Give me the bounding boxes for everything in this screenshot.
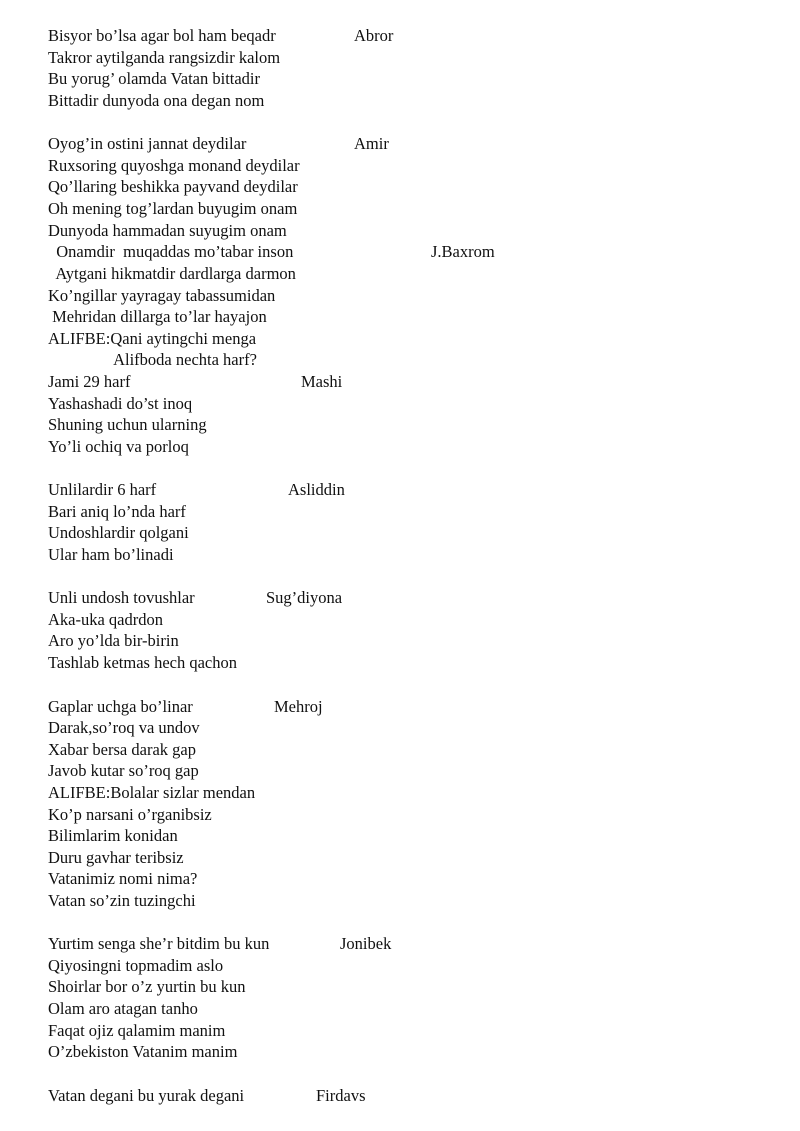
poem-line: Yo’li ochiq va porloq xyxy=(48,437,189,456)
poem-line: Bu yorug’ olamda Vatan bittadir xyxy=(48,69,261,88)
poem-line: Javob kutar so’roq gap xyxy=(48,761,199,780)
author-name: Firdavs xyxy=(316,1086,366,1105)
poem-line: Alifboda nechta harf? xyxy=(48,350,257,369)
poem-line: Aro yo’lda bir-birin xyxy=(48,631,179,650)
poem-line: Darak,so’roq va undov xyxy=(48,718,200,737)
poem-line: Gaplar uchga bo’linar xyxy=(48,697,193,716)
author-name: Mehroj xyxy=(274,697,323,716)
poem-line: Vatan so’zin tuzingchi xyxy=(48,891,196,910)
poem-line: Shuning uchun ularning xyxy=(48,415,207,434)
poem-line: ALIFBE:Qani aytingchi menga xyxy=(48,329,257,348)
poem-line: Unlilardir 6 harf xyxy=(48,480,157,499)
poem-line: Ruxsoring quyoshga monand deydilar xyxy=(48,156,300,175)
poem-line: Ko’p narsani o’rganibsiz xyxy=(48,805,212,824)
author-name: Asliddin xyxy=(288,480,345,499)
author-name: Jonibek xyxy=(340,934,392,953)
poem-line: Tashlab ketmas hech qachon xyxy=(48,653,237,672)
poem-line: Yurtim senga she’r bitdim bu kun xyxy=(48,934,270,953)
poem-line: Yashashadi do’st inoq xyxy=(48,394,193,413)
poem-line: Xabar bersa darak gap xyxy=(48,740,196,759)
poem-line: Faqat ojiz qalamim manim xyxy=(48,1021,226,1040)
author-name: Mashi xyxy=(301,372,343,391)
poem-line: Qiyosingni topmadim aslo xyxy=(48,956,224,975)
poem-line: Jami 29 harf xyxy=(48,372,131,391)
poem-line: Takror aytilganda rangsizdir kalom xyxy=(48,48,281,67)
poem-line: Unli undosh tovushlar xyxy=(48,588,195,607)
poem-line: O’zbekiston Vatanim manim xyxy=(48,1042,238,1061)
poem-line: Duru gavhar teribsiz xyxy=(48,848,184,867)
poem-line: Ular ham bo’linadi xyxy=(48,545,174,564)
poem-line: Shoirlar bor o’z yurtin bu kun xyxy=(48,977,246,996)
poem-line: Vatan degani bu yurak degani xyxy=(48,1086,245,1105)
poem-line: Vatanimiz nomi nima? xyxy=(48,869,198,888)
poem-line: Bisyor bo’lsa agar bol ham beqadr xyxy=(48,26,276,45)
poem-line: Bari aniq lo’nda harf xyxy=(48,502,186,521)
poem-line: Bittadir dunyoda ona degan nom xyxy=(48,91,265,110)
poem-line: Mehridan dillarga to’lar hayajon xyxy=(48,307,267,326)
poem-line: Onamdir muqaddas mo’tabar inson xyxy=(48,242,294,261)
author-name: Amir xyxy=(354,134,389,153)
author-name: Sug’diyona xyxy=(266,588,343,607)
author-name: Abror xyxy=(354,26,394,45)
poem-line: Undoshlardir qolgani xyxy=(48,523,189,542)
poem-line: Aka-uka qadrdon xyxy=(48,610,164,629)
poem-line: ALIFBE:Bolalar sizlar mendan xyxy=(48,783,256,802)
poem-line: Olam aro atagan tanho xyxy=(48,999,198,1018)
poem-line: Oh mening tog’lardan buyugim onam xyxy=(48,199,298,218)
poem-line: Qo’llaring beshikka payvand deydilar xyxy=(48,177,298,196)
poem-line: Dunyoda hammadan suyugim onam xyxy=(48,221,287,240)
poem-line: Aytgani hikmatdir dardlarga darmon xyxy=(48,264,296,283)
poem-line: Oyog’in ostini jannat deydilar xyxy=(48,134,247,153)
poem-line: Bilimlarim konidan xyxy=(48,826,178,845)
author-name: J.Baxrom xyxy=(431,242,495,261)
poem-line: Ko’ngillar yayragay tabassumidan xyxy=(48,286,276,305)
